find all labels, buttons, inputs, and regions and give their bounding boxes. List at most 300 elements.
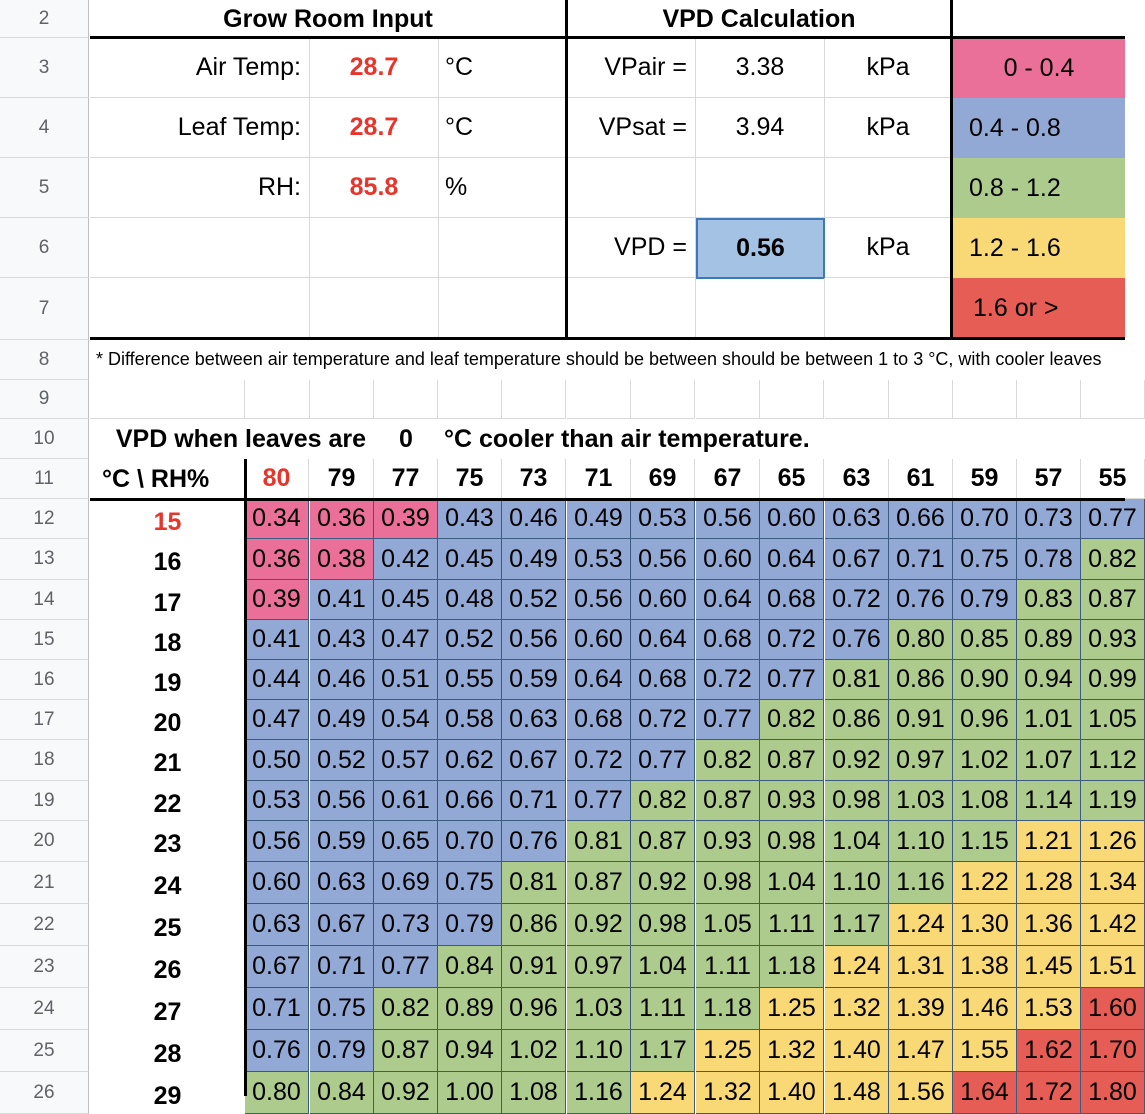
row-number[interactable]: 18 [0, 740, 89, 781]
vpd-cell[interactable]: 0.76 [825, 620, 889, 660]
empty-cell[interactable] [439, 218, 566, 278]
temperature-row-header: 25 [153, 913, 182, 942]
rh-value[interactable]: 85.8 [310, 158, 439, 218]
temperature-row-header: 29 [153, 1081, 182, 1110]
vpd-cell[interactable]: 0.77 [567, 781, 631, 821]
vpd-cell[interactable]: 0.81 [502, 862, 566, 904]
vpd-cell[interactable]: 0.56 [502, 620, 566, 660]
vpd-cell[interactable]: 0.46 [310, 660, 374, 700]
vpd-cell[interactable]: 1.32 [825, 988, 889, 1030]
vpd-cell[interactable]: 1.02 [953, 740, 1017, 781]
vpd-cell[interactable]: 1.14 [1017, 781, 1081, 821]
temperature-row-header: 15 [153, 507, 182, 536]
vpd-cell[interactable]: 0.60 [631, 580, 695, 620]
legend-range-0-0.4: 0 - 0.4 [953, 38, 1125, 98]
vpd-cell[interactable]: 0.75 [438, 862, 502, 904]
vpd-cell[interactable]: 0.72 [631, 700, 695, 740]
rh-column-header: 67 [696, 459, 760, 499]
rh-column-header: 59 [953, 459, 1017, 499]
empty-cell[interactable] [310, 380, 374, 419]
vpd-cell[interactable]: 0.93 [1081, 620, 1145, 660]
vpd-cell[interactable]: 1.00 [438, 1072, 502, 1114]
vpd-cell[interactable]: 0.70 [953, 499, 1017, 539]
vpd-cell[interactable]: 1.25 [760, 988, 824, 1030]
row-number[interactable]: 4 [0, 98, 89, 158]
vpd-cell[interactable]: 1.48 [825, 1072, 889, 1114]
vpd-cell[interactable]: 1.72 [1017, 1072, 1081, 1114]
vpd-cell[interactable]: 0.97 [889, 740, 953, 781]
vpd-cell[interactable]: 0.78 [1017, 539, 1081, 580]
vpd-cell[interactable]: 0.67 [502, 740, 566, 781]
vpd-cell[interactable]: 0.60 [760, 499, 824, 539]
empty-cell[interactable] [90, 278, 310, 338]
vpd-cell[interactable]: 1.56 [889, 1072, 953, 1114]
vpd-cell[interactable]: 1.16 [567, 1072, 631, 1114]
vpd-cell[interactable]: 0.62 [438, 740, 502, 781]
vpd-cell[interactable]: 0.72 [760, 620, 824, 660]
vpd-cell[interactable]: 0.56 [310, 781, 374, 821]
empty-cell[interactable] [245, 380, 310, 419]
vpd-cell[interactable]: 0.64 [696, 580, 760, 620]
air-temp-label: Air Temp: [90, 38, 310, 98]
vpd-cell[interactable]: 1.40 [825, 1030, 889, 1072]
rh-label: RH: [90, 158, 310, 218]
vpd-cell[interactable]: 0.42 [374, 539, 438, 580]
vpd-cell[interactable]: 1.51 [1081, 946, 1145, 988]
temperature-row-header: 22 [153, 789, 182, 818]
vpd-cell[interactable]: 0.92 [374, 1072, 438, 1114]
vpd-cell[interactable]: 0.65 [374, 821, 438, 862]
vpd-cell[interactable]: 0.68 [760, 580, 824, 620]
vpd-cell[interactable]: 0.64 [567, 660, 631, 700]
vpd-cell[interactable]: 0.96 [502, 988, 566, 1030]
vpd-cell[interactable]: 1.24 [889, 904, 953, 946]
vpd-cell[interactable]: 1.42 [1081, 904, 1145, 946]
vpd-cell[interactable]: 0.98 [760, 821, 824, 862]
vpd-cell[interactable]: 1.45 [1017, 946, 1081, 988]
leaf-temp-value[interactable]: 28.7 [310, 98, 439, 158]
vpd-cell[interactable]: 0.77 [696, 700, 760, 740]
vpd-cell[interactable]: 1.64 [953, 1072, 1017, 1114]
vpd-cell[interactable]: 0.84 [438, 946, 502, 988]
rh-column-header: 79 [310, 459, 374, 499]
row-number[interactable]: 24 [0, 988, 89, 1030]
vpd-cell[interactable]: 0.60 [245, 862, 309, 904]
temperature-row-header: 23 [153, 830, 182, 858]
vpd-cell[interactable]: 1.04 [760, 862, 824, 904]
vpd-cell[interactable]: 1.32 [760, 1030, 824, 1072]
vpd-cell[interactable]: 0.93 [696, 821, 760, 862]
vpd-cell[interactable]: 0.63 [245, 904, 309, 946]
vpd-cell[interactable]: 1.11 [696, 946, 760, 988]
vpd-cell[interactable]: 1.02 [502, 1030, 566, 1072]
vpd-cell[interactable]: 1.60 [1081, 988, 1145, 1030]
vpd-cell[interactable]: 0.87 [374, 1030, 438, 1072]
vpd-cell[interactable]: 0.39 [245, 580, 309, 620]
empty-cell[interactable] [90, 380, 245, 419]
vpd-cell[interactable]: 1.70 [1081, 1030, 1145, 1072]
empty-cell[interactable] [439, 278, 566, 338]
vpd-cell[interactable]: 0.81 [825, 660, 889, 700]
vpd-cell[interactable]: 0.79 [310, 1030, 374, 1072]
vpd-cell[interactable]: 1.53 [1017, 988, 1081, 1030]
rh-column-header: 57 [1017, 459, 1081, 499]
vpd-cell[interactable]: 0.48 [438, 580, 502, 620]
vpd-cell[interactable]: 0.91 [502, 946, 566, 988]
row-number[interactable]: 9 [0, 380, 89, 419]
vpd-cell[interactable]: 0.72 [696, 660, 760, 700]
empty-cell[interactable] [631, 380, 695, 419]
vpd-cell[interactable]: 1.31 [889, 946, 953, 988]
vpd-cell[interactable]: 1.26 [1081, 821, 1145, 862]
vpd-cell[interactable]: 0.82 [631, 781, 695, 821]
vpd-cell[interactable]: 1.03 [567, 988, 631, 1030]
vpd-cell[interactable]: 1.08 [953, 781, 1017, 821]
vpd-cell[interactable]: 1.18 [760, 946, 824, 988]
vpd-cell[interactable]: 0.98 [825, 781, 889, 821]
vpd-cell[interactable]: 0.53 [245, 781, 309, 821]
vpd-cell[interactable]: 0.57 [374, 740, 438, 781]
row-number[interactable]: 3 [0, 38, 89, 98]
vpd-cell[interactable]: 0.60 [696, 539, 760, 580]
vpd-cell[interactable]: 0.80 [245, 1072, 309, 1114]
vpd-cell[interactable]: 0.45 [438, 539, 502, 580]
vpd-cell[interactable]: 1.47 [889, 1030, 953, 1072]
vpd-cell[interactable]: 0.79 [953, 580, 1017, 620]
vpd-cell[interactable]: 1.19 [1081, 781, 1145, 821]
empty-cell[interactable] [696, 278, 825, 338]
row-number[interactable]: 26 [0, 1072, 89, 1114]
row-number[interactable]: 6 [0, 218, 89, 278]
vpd-cell[interactable]: 1.10 [567, 1030, 631, 1072]
vpd-cell[interactable]: 0.36 [245, 539, 309, 580]
vpd-cell[interactable]: 0.82 [760, 700, 824, 740]
vpsat-label: VPsat = [566, 98, 696, 158]
vpd-cell[interactable]: 0.59 [502, 660, 566, 700]
vpd-cell[interactable]: 0.60 [567, 620, 631, 660]
vpd-cell[interactable]: 0.77 [374, 946, 438, 988]
vpd-cell[interactable]: 0.92 [567, 904, 631, 946]
empty-cell[interactable] [310, 278, 439, 338]
vpd-cell[interactable]: 0.71 [245, 988, 309, 1030]
vpd-cell[interactable]: 0.71 [889, 539, 953, 580]
vpd-cell[interactable]: 1.38 [953, 946, 1017, 988]
vpd-cell[interactable]: 0.49 [567, 499, 631, 539]
vpd-cell[interactable]: 0.61 [374, 781, 438, 821]
vpd-cell[interactable]: 0.73 [1017, 499, 1081, 539]
row-number[interactable]: 12 [0, 499, 89, 539]
vpd-cell[interactable]: 0.81 [567, 821, 631, 862]
vpd-cell[interactable]: 0.82 [374, 988, 438, 1030]
vpd-cell[interactable]: 1.08 [502, 1072, 566, 1114]
vpd-cell[interactable]: 0.82 [696, 740, 760, 781]
vpd-cell[interactable]: 0.86 [889, 660, 953, 700]
vpd-cell[interactable]: 0.97 [567, 946, 631, 988]
legend-range-0.8-1.2: 0.8 - 1.2 [953, 158, 1125, 218]
vpd-cell[interactable]: 0.79 [438, 904, 502, 946]
vpd-cell[interactable]: 0.43 [438, 499, 502, 539]
vpd-cell[interactable]: 1.10 [889, 821, 953, 862]
empty-cell[interactable] [825, 278, 952, 338]
empty-cell[interactable] [825, 380, 889, 419]
rh-column-header: 75 [438, 459, 502, 499]
vpd-cell[interactable]: 1.04 [631, 946, 695, 988]
row-number[interactable]: 15 [0, 620, 89, 660]
vpd-cell[interactable]: 1.40 [760, 1072, 824, 1114]
vpd-cell[interactable]: 0.72 [825, 580, 889, 620]
vpd-cell[interactable]: 1.22 [953, 862, 1017, 904]
vpd-cell[interactable]: 0.41 [245, 620, 309, 660]
vpd-cell[interactable]: 0.47 [245, 700, 309, 740]
vpd-cell[interactable]: 1.11 [631, 988, 695, 1030]
empty-cell[interactable] [953, 380, 1017, 419]
vpd-cell[interactable]: 0.82 [1081, 539, 1145, 580]
vpd-cell[interactable]: 0.34 [245, 499, 309, 539]
vpair-value: 3.38 [696, 38, 825, 98]
row-number[interactable]: 7 [0, 278, 89, 340]
vpd-cell[interactable]: 1.05 [696, 904, 760, 946]
vpd-cell[interactable]: 0.84 [310, 1072, 374, 1114]
vpd-cell[interactable]: 0.59 [310, 821, 374, 862]
vpd-cell[interactable]: 0.75 [310, 988, 374, 1030]
row-number[interactable]: 20 [0, 821, 89, 862]
vpd-cell[interactable]: 0.64 [760, 539, 824, 580]
vpd-cell[interactable]: 1.24 [631, 1072, 695, 1114]
vpd-cell[interactable]: 0.56 [631, 539, 695, 580]
vpd-cell[interactable]: 1.10 [825, 862, 889, 904]
rh-column-header: 71 [567, 459, 631, 499]
temperature-row-header: 19 [153, 668, 182, 697]
row-number[interactable]: 5 [0, 158, 89, 218]
empty-cell[interactable] [567, 380, 631, 419]
vpd-cell[interactable]: 0.53 [567, 539, 631, 580]
vpd-cell[interactable]: 0.52 [310, 740, 374, 781]
vpd-cell[interactable]: 0.63 [310, 862, 374, 904]
vpd-cell[interactable]: 0.75 [953, 539, 1017, 580]
vpd-cell[interactable]: 0.77 [760, 660, 824, 700]
vpd-cell[interactable]: 1.34 [1081, 862, 1145, 904]
caption-suffix: °C cooler than air temperature. [444, 424, 810, 453]
vpd-cell[interactable]: 0.94 [1017, 660, 1081, 700]
empty-cell[interactable] [374, 380, 438, 419]
vpd-cell[interactable]: 1.30 [953, 904, 1017, 946]
vpd-cell[interactable]: 0.86 [825, 700, 889, 740]
vpd-cell[interactable]: 1.36 [1017, 904, 1081, 946]
leaf-offset-value[interactable]: 0 [399, 424, 413, 453]
empty-cell[interactable] [696, 380, 760, 419]
vpd-cell[interactable]: 1.16 [889, 862, 953, 904]
corner-label: °C \ RH% [102, 464, 210, 493]
vpd-cell[interactable]: 0.38 [310, 539, 374, 580]
vpd-cell[interactable]: 0.53 [631, 499, 695, 539]
empty-cell[interactable] [696, 158, 825, 218]
vpd-cell[interactable]: 1.28 [1017, 862, 1081, 904]
vpd-cell[interactable]: 0.77 [631, 740, 695, 781]
vpd-cell[interactable]: 0.83 [1017, 580, 1081, 620]
vpd-cell[interactable]: 0.47 [374, 620, 438, 660]
row-number[interactable]: 8 [0, 340, 89, 380]
vpd-cell[interactable]: 0.96 [953, 700, 1017, 740]
vpd-cell[interactable]: 0.86 [502, 904, 566, 946]
row-number[interactable]: 13 [0, 539, 89, 580]
vpd-cell[interactable]: 0.58 [438, 700, 502, 740]
empty-cell[interactable] [760, 380, 824, 419]
vpd-cell[interactable]: 0.43 [310, 620, 374, 660]
vpd-cell[interactable]: 1.80 [1081, 1072, 1145, 1114]
vpd-cell[interactable]: 1.11 [760, 904, 824, 946]
vpd-cell[interactable]: 0.73 [374, 904, 438, 946]
vpd-cell[interactable]: 0.87 [760, 740, 824, 781]
vpd-cell[interactable]: 0.55 [438, 660, 502, 700]
vpd-cell[interactable]: 1.55 [953, 1030, 1017, 1072]
vpd-cell[interactable]: 1.18 [696, 988, 760, 1030]
vpd-cell[interactable]: 1.62 [1017, 1030, 1081, 1072]
vpd-cell[interactable]: 0.67 [825, 539, 889, 580]
vpd-cell[interactable]: 0.69 [374, 862, 438, 904]
vpd-cell[interactable]: 0.87 [696, 781, 760, 821]
vpd-cell[interactable]: 0.99 [1081, 660, 1145, 700]
empty-cell[interactable] [438, 380, 502, 419]
vpd-cell[interactable]: 0.90 [953, 660, 1017, 700]
vpd-cell[interactable]: 0.49 [502, 539, 566, 580]
temperature-row-header: 28 [153, 1039, 182, 1068]
vpd-cell[interactable]: 0.54 [374, 700, 438, 740]
vpd-cell[interactable]: 0.56 [567, 580, 631, 620]
vpd-cell[interactable]: 0.51 [374, 660, 438, 700]
vpsat-value: 3.94 [696, 98, 825, 158]
vpd-cell[interactable]: 0.45 [374, 580, 438, 620]
vpd-cell[interactable]: 0.89 [1017, 620, 1081, 660]
empty-cell[interactable] [889, 380, 953, 419]
vpd-cell[interactable]: 0.77 [1081, 499, 1145, 539]
row-number[interactable]: 16 [0, 660, 89, 700]
vpd-cell[interactable]: 0.68 [631, 660, 695, 700]
empty-cell[interactable] [566, 158, 696, 218]
vpd-cell[interactable]: 0.49 [310, 700, 374, 740]
vpd-cell[interactable]: 0.70 [438, 821, 502, 862]
border-line [950, 0, 953, 340]
vpd-cell[interactable]: 0.92 [825, 740, 889, 781]
empty-cell[interactable] [566, 278, 696, 338]
vpd-cell[interactable]: 1.04 [825, 821, 889, 862]
caption-prefix: VPD when leaves are [115, 424, 366, 453]
vpd-cell[interactable]: 0.68 [567, 700, 631, 740]
temperature-row-header: 27 [153, 997, 182, 1026]
vpd-cell[interactable]: 0.36 [310, 499, 374, 539]
legend-range-1.2-1.6: 1.2 - 1.6 [953, 218, 1125, 278]
vpd-cell[interactable]: 0.71 [502, 781, 566, 821]
leaf-temp-unit: °C [439, 98, 566, 158]
rh-column-header: 80 [245, 459, 309, 499]
vpd-cell[interactable]: 0.87 [1081, 580, 1145, 620]
vpd-cell[interactable]: 0.87 [631, 821, 695, 862]
row-number[interactable]: 22 [0, 904, 89, 946]
border-line [90, 36, 1125, 39]
vpd-cell[interactable]: 0.76 [245, 1030, 309, 1072]
vpd-cell[interactable]: 0.67 [310, 904, 374, 946]
vpd-cell[interactable]: 1.46 [953, 988, 1017, 1030]
vpd-cell[interactable]: 1.07 [1017, 740, 1081, 781]
empty-cell[interactable] [825, 158, 952, 218]
vpd-cell[interactable]: 0.71 [310, 946, 374, 988]
vpd-cell[interactable]: 0.67 [245, 946, 309, 988]
vpd-cell[interactable]: 0.87 [567, 862, 631, 904]
vpd-cell[interactable]: 0.39 [374, 499, 438, 539]
border-line [244, 459, 247, 1096]
empty-cell[interactable] [502, 380, 566, 419]
row-number[interactable]: 14 [0, 580, 89, 620]
vpd-cell[interactable]: 0.80 [889, 620, 953, 660]
vpd-cell[interactable]: 1.39 [889, 988, 953, 1030]
row-number[interactable]: 19 [0, 781, 89, 821]
vpd-cell[interactable]: 1.25 [696, 1030, 760, 1072]
empty-cell[interactable] [90, 218, 310, 278]
vpd-cell[interactable]: 1.15 [953, 821, 1017, 862]
vpd-cell[interactable]: 0.76 [502, 821, 566, 862]
vpd-cell[interactable]: 1.17 [825, 904, 889, 946]
empty-cell[interactable] [1081, 380, 1145, 419]
vpd-cell[interactable]: 0.94 [438, 1030, 502, 1072]
vpd-cell[interactable]: 1.32 [696, 1072, 760, 1114]
vpd-cell[interactable]: 1.05 [1081, 700, 1145, 740]
vpd-cell[interactable]: 0.98 [696, 862, 760, 904]
vpd-cell[interactable]: 0.56 [245, 821, 309, 862]
row-number[interactable]: 23 [0, 946, 89, 988]
row-number[interactable]: 10 [0, 419, 89, 459]
vpd-cell[interactable]: 0.64 [631, 620, 695, 660]
air-temp-value[interactable]: 28.7 [310, 38, 439, 98]
vpd-cell[interactable]: 0.91 [889, 700, 953, 740]
vpd-cell[interactable]: 1.21 [1017, 821, 1081, 862]
vpd-cell[interactable]: 1.01 [1017, 700, 1081, 740]
temperature-row-header: 17 [153, 588, 182, 617]
vpd-cell[interactable]: 0.46 [502, 499, 566, 539]
vpd-cell[interactable]: 0.44 [245, 660, 309, 700]
air-temp-unit: °C [439, 38, 566, 98]
vpd-cell[interactable]: 0.72 [567, 740, 631, 781]
vpd-cell[interactable]: 0.89 [438, 988, 502, 1030]
empty-cell[interactable] [310, 218, 439, 278]
leaf-temp-label: Leaf Temp: [90, 98, 310, 158]
vpd-cell[interactable]: 0.76 [889, 580, 953, 620]
vpd-cell[interactable]: 0.66 [438, 781, 502, 821]
vpd-cell[interactable]: 0.92 [631, 862, 695, 904]
row-number[interactable]: 2 [0, 0, 89, 38]
vpd-cell[interactable]: 1.03 [889, 781, 953, 821]
row-number[interactable]: 21 [0, 862, 89, 904]
vpd-cell[interactable]: 0.63 [502, 700, 566, 740]
row-number[interactable]: 17 [0, 700, 89, 740]
vpd-cell[interactable]: 1.17 [631, 1030, 695, 1072]
vpd-cell[interactable]: 0.50 [245, 740, 309, 781]
vpd-cell[interactable]: 0.63 [825, 499, 889, 539]
vpd-cell[interactable]: 0.93 [760, 781, 824, 821]
vpd-cell[interactable]: 0.98 [631, 904, 695, 946]
vpd-cell[interactable]: 0.56 [696, 499, 760, 539]
rh-column-header: 65 [760, 459, 824, 499]
vpd-cell[interactable]: 1.24 [825, 946, 889, 988]
vpd-cell[interactable]: 0.52 [438, 620, 502, 660]
empty-cell[interactable] [1017, 380, 1081, 419]
vpd-cell[interactable]: 0.52 [502, 580, 566, 620]
vpd-cell[interactable]: 0.68 [696, 620, 760, 660]
row-number[interactable]: 11 [0, 459, 89, 499]
row-number[interactable]: 25 [0, 1030, 89, 1072]
vpd-cell[interactable]: 0.41 [310, 580, 374, 620]
vpd-cell[interactable]: 0.66 [889, 499, 953, 539]
vpd-cell[interactable]: 0.85 [953, 620, 1017, 660]
vpd-cell[interactable]: 1.12 [1081, 740, 1145, 781]
